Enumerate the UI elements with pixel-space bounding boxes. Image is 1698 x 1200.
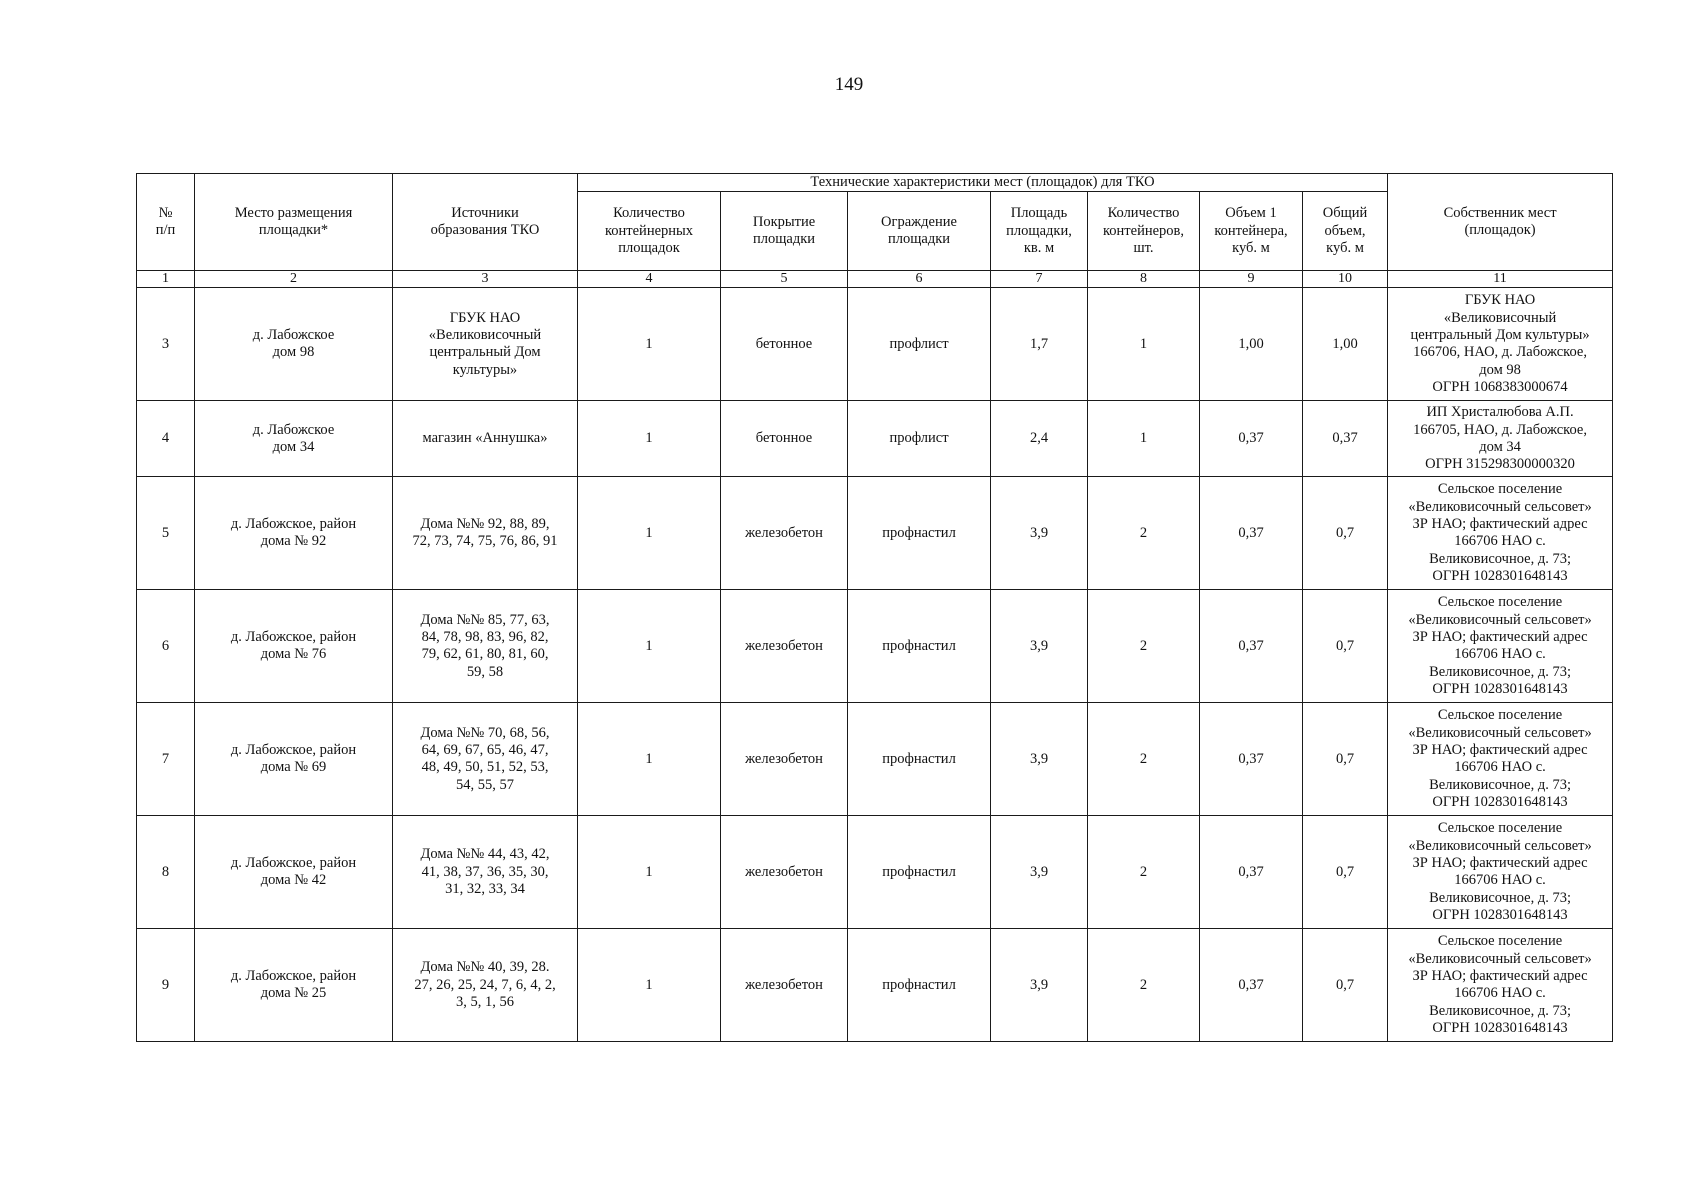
row-sources: магазин «Аннушка»	[393, 401, 578, 477]
row-fence: профнастил	[848, 816, 991, 929]
row-platforms: 1	[578, 401, 721, 477]
row-platforms: 1	[578, 929, 721, 1042]
table-body	[137, 288, 1613, 1042]
header-containers: Количество контейнеров, шт.	[1088, 192, 1200, 271]
row-sources: ГБУК НАО «Великовисочный центральный Дом культуры»	[393, 288, 578, 401]
row-platforms: 1	[578, 477, 721, 590]
row-containers: 2	[1088, 703, 1200, 816]
row-num: 8	[137, 816, 195, 929]
column-number: 5	[721, 271, 848, 288]
table-row	[137, 703, 1613, 816]
row-place: д. Лабожское, район дома № 76	[195, 590, 393, 703]
row-volume-total: 0,7	[1303, 590, 1388, 703]
row-fence: профлист	[848, 401, 991, 477]
table-row	[137, 929, 1613, 1042]
column-number: 3	[393, 271, 578, 288]
row-owner: Сельское поселение «Великовисочный сельсовет» ЗР НАО; фактический адрес 166706 НАО с. Великовисочное, д. 73; ОГРН 1028301648143	[1388, 477, 1613, 590]
row-sources: Дома №№ 92, 88, 89, 72, 73, 74, 75, 76, 86, 91	[393, 477, 578, 590]
row-place: д. Лабожское дом 98	[195, 288, 393, 401]
row-cover: железобетон	[721, 703, 848, 816]
row-place: д. Лабожское, район дома № 42	[195, 816, 393, 929]
row-cover: железобетон	[721, 929, 848, 1042]
row-platforms: 1	[578, 590, 721, 703]
row-cover: бетонное	[721, 288, 848, 401]
row-volume-total: 0,7	[1303, 929, 1388, 1042]
column-number: 7	[991, 271, 1088, 288]
row-owner: Сельское поселение «Великовисочный сельсовет» ЗР НАО; фактический адрес 166706 НАО с. Великовисочное, д. 73; ОГРН 1028301648143	[1388, 590, 1613, 703]
header-owner: Собственник мест (площадок)	[1388, 174, 1613, 271]
column-number: 8	[1088, 271, 1200, 288]
row-platforms: 1	[578, 288, 721, 401]
header-volume-total: Общий объем, куб. м	[1303, 192, 1388, 271]
page-number: 149	[834, 74, 864, 95]
row-num: 3	[137, 288, 195, 401]
row-area: 3,9	[991, 477, 1088, 590]
column-number-row	[137, 271, 1613, 288]
table-header	[137, 174, 1613, 288]
row-platforms: 1	[578, 816, 721, 929]
row-volume-one: 0,37	[1200, 816, 1303, 929]
row-sources: Дома №№ 70, 68, 56, 64, 69, 67, 65, 46, 47, 48, 49, 50, 51, 52, 53, 54, 55, 57	[393, 703, 578, 816]
row-num: 9	[137, 929, 195, 1042]
header-fence: Ограждение площадки	[848, 192, 991, 271]
row-place: д. Лабожское, район дома № 69	[195, 703, 393, 816]
column-number: 11	[1388, 271, 1613, 288]
row-platforms: 1	[578, 703, 721, 816]
row-place: д. Лабожское, район дома № 92	[195, 477, 393, 590]
waste-sites-table	[136, 173, 1613, 1042]
column-number: 9	[1200, 271, 1303, 288]
row-volume-one: 0,37	[1200, 401, 1303, 477]
row-cover: железобетон	[721, 590, 848, 703]
row-volume-one: 1,00	[1200, 288, 1303, 401]
row-area: 3,9	[991, 929, 1088, 1042]
row-sources: Дома №№ 40, 39, 28. 27, 26, 25, 24, 7, 6, 4, 2, 3, 5, 1, 56	[393, 929, 578, 1042]
column-number: 6	[848, 271, 991, 288]
row-containers: 2	[1088, 816, 1200, 929]
row-cover: бетонное	[721, 401, 848, 477]
header-sources: Источники образования ТКО	[393, 174, 578, 271]
row-owner: ГБУК НАО «Великовисочный центральный Дом культуры» 166706, НАО, д. Лабожское, дом 98 ОГРН 1068383000674	[1388, 288, 1613, 401]
row-fence: профнастил	[848, 929, 991, 1042]
row-place: д. Лабожское дом 34	[195, 401, 393, 477]
row-area: 3,9	[991, 703, 1088, 816]
row-num: 5	[137, 477, 195, 590]
row-area: 2,4	[991, 401, 1088, 477]
row-volume-total: 0,7	[1303, 703, 1388, 816]
row-containers: 2	[1088, 590, 1200, 703]
row-cover: железобетон	[721, 477, 848, 590]
column-number: 2	[195, 271, 393, 288]
row-num: 6	[137, 590, 195, 703]
header-place: Место размещения площадки*	[195, 174, 393, 271]
column-number: 4	[578, 271, 721, 288]
row-fence: профнастил	[848, 477, 991, 590]
row-volume-one: 0,37	[1200, 929, 1303, 1042]
table-row	[137, 590, 1613, 703]
row-volume-one: 0,37	[1200, 477, 1303, 590]
row-owner: Сельское поселение «Великовисочный сельсовет» ЗР НАО; фактический адрес 166706 НАО с. Великовисочное, д. 73; ОГРН 1028301648143	[1388, 816, 1613, 929]
row-volume-total: 0,37	[1303, 401, 1388, 477]
table-row	[137, 477, 1613, 590]
header-num: № п/п	[137, 174, 195, 271]
row-cover: железобетон	[721, 816, 848, 929]
header-platforms: Количество контейнерных площадок	[578, 192, 721, 271]
row-num: 4	[137, 401, 195, 477]
header-cover: Покрытие площадки	[721, 192, 848, 271]
row-owner: ИП Христалюбова А.П. 166705, НАО, д. Лабожское, дом 34 ОГРН 315298300000320	[1388, 401, 1613, 477]
row-containers: 1	[1088, 401, 1200, 477]
row-volume-total: 0,7	[1303, 477, 1388, 590]
table-row	[137, 401, 1613, 477]
table-row	[137, 816, 1613, 929]
row-owner: Сельское поселение «Великовисочный сельсовет» ЗР НАО; фактический адрес 166706 НАО с. Великовисочное, д. 73; ОГРН 1028301648143	[1388, 703, 1613, 816]
row-place: д. Лабожское, район дома № 25	[195, 929, 393, 1042]
row-containers: 1	[1088, 288, 1200, 401]
row-volume-total: 1,00	[1303, 288, 1388, 401]
row-sources: Дома №№ 85, 77, 63, 84, 78, 98, 83, 96, 82, 79, 62, 61, 80, 81, 60, 59, 58	[393, 590, 578, 703]
header-technical-characteristics: Технические характеристики мест (площадок) для ТКО	[578, 174, 1388, 192]
column-number: 1	[137, 271, 195, 288]
row-area: 3,9	[991, 816, 1088, 929]
row-num: 7	[137, 703, 195, 816]
column-number: 10	[1303, 271, 1388, 288]
row-volume-one: 0,37	[1200, 590, 1303, 703]
row-fence: профнастил	[848, 590, 991, 703]
row-area: 3,9	[991, 590, 1088, 703]
row-volume-one: 0,37	[1200, 703, 1303, 816]
row-owner: Сельское поселение «Великовисочный сельсовет» ЗР НАО; фактический адрес 166706 НАО с. Великовисочное, д. 73; ОГРН 1028301648143	[1388, 929, 1613, 1042]
row-containers: 2	[1088, 477, 1200, 590]
row-sources: Дома №№ 44, 43, 42, 41, 38, 37, 36, 35, 30, 31, 32, 33, 34	[393, 816, 578, 929]
row-containers: 2	[1088, 929, 1200, 1042]
row-fence: профнастил	[848, 703, 991, 816]
row-fence: профлист	[848, 288, 991, 401]
header-area: Площадь площадки, кв. м	[991, 192, 1088, 271]
row-area: 1,7	[991, 288, 1088, 401]
table-row	[137, 288, 1613, 401]
row-volume-total: 0,7	[1303, 816, 1388, 929]
header-volume-one: Объем 1 контейнера, куб. м	[1200, 192, 1303, 271]
